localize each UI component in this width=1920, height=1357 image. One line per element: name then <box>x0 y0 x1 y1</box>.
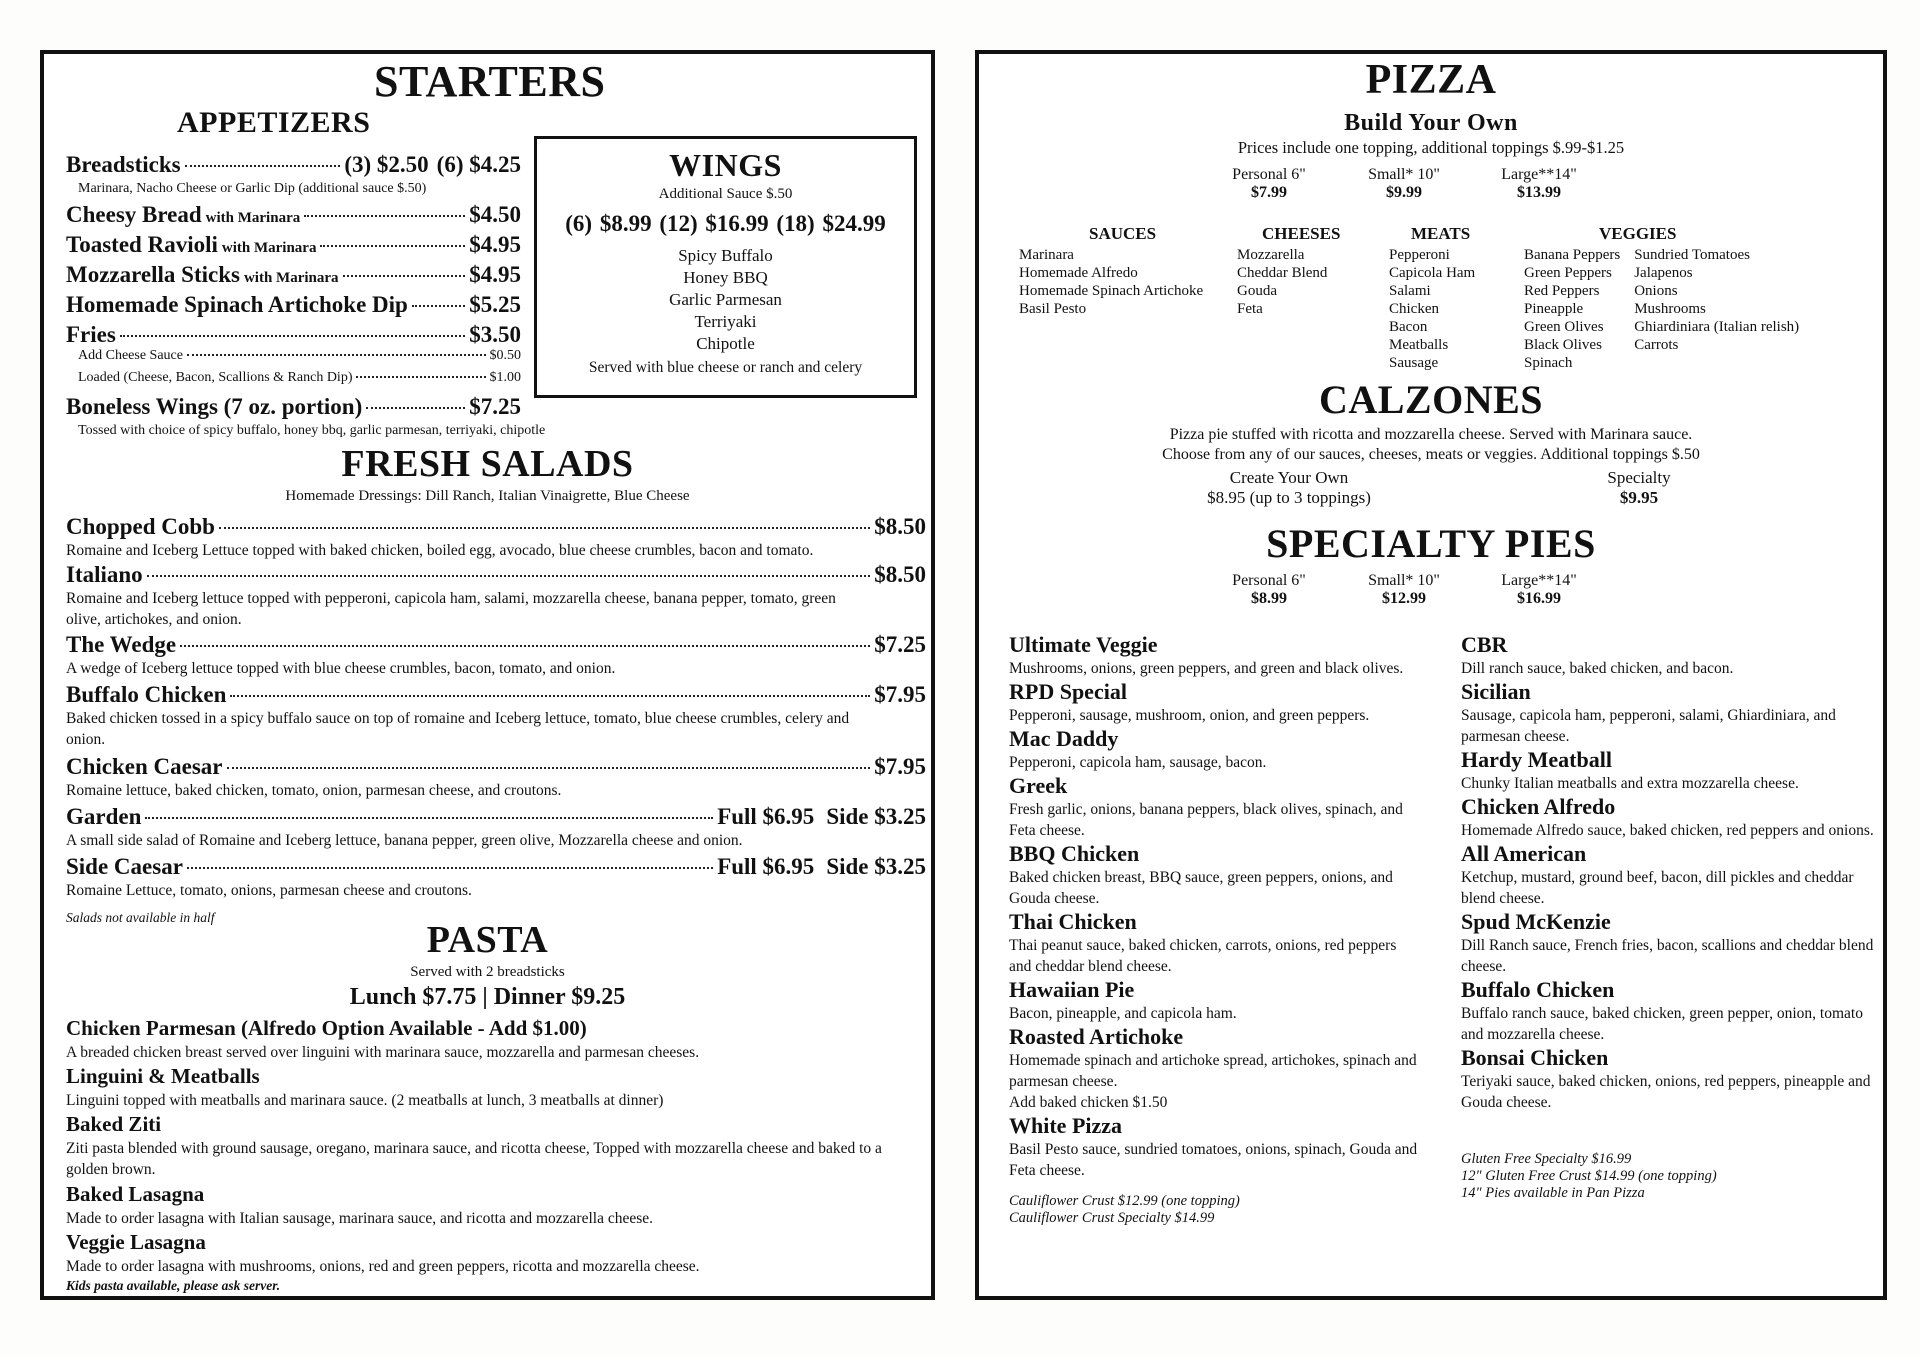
pie-desc: Chunky Italian meatballs and extra mozzarella cheese. <box>1461 775 1799 792</box>
pie-name: Ultimate Veggie <box>1009 632 1158 657</box>
pie-name: Spud McKenzie <box>1461 909 1611 934</box>
pie-name: White Pizza <box>1009 1113 1123 1138</box>
pie-desc: Fresh garlic, onions, banana peppers, black olives, spinach, and Feta cheese. <box>1009 801 1403 839</box>
menu-item: Loaded (Cheese, Bacon, Scallions & Ranch Dip) $1.00 <box>78 370 521 385</box>
size-personal: Personal 6" $7.99 <box>1232 166 1306 201</box>
pasta-prices: Lunch $7.75 | Dinner $9.25 <box>349 984 626 1010</box>
gluten-free-note: Gluten Free Specialty $16.99 <box>1461 1151 1632 1167</box>
menu-item: Garden Full $6.95 Side $3.25 <box>66 804 926 829</box>
menu-item: Add Cheese Sauce $0.50 <box>78 348 521 363</box>
wings-note: Additional Sauce $.50 <box>658 186 793 202</box>
pie-name: Hardy Meatball <box>1461 747 1612 772</box>
pie-name: Buffalo Chicken <box>1461 977 1615 1002</box>
menu-item: Baked Lasagna <box>66 1182 205 1206</box>
flavor: Terriyaki <box>694 312 757 331</box>
pie-desc: Basil Pesto sauce, sundried tomatoes, onions, spinach, Gouda and Feta cheese. <box>1009 1141 1418 1179</box>
flavor: Spicy Buffalo <box>678 246 773 265</box>
flavor: Garlic Parmesan <box>669 290 782 309</box>
menu-item: Mozzarella Sticks with Marinara $4.95 <box>66 262 521 287</box>
pie-name: All American <box>1461 841 1587 866</box>
menu-item: Italiano $8.50 <box>66 562 926 587</box>
meats-list: MEATS Pepperoni Capicola Ham Salami Chicken Bacon Meatballs Sausage <box>1389 224 1476 371</box>
sauces-list: SAUCES Marinara Homemade Alfredo Homemade Spinach Artichoke Basil Pesto <box>1019 224 1204 317</box>
item-description: Tossed with choice of spicy buffalo, honey bbq, garlic parmesan, terriyaki, chipotle <box>78 423 546 438</box>
pie-name: Chicken Alfredo <box>1461 794 1616 819</box>
pie-extra: Add baked chicken $1.50 <box>1009 1094 1168 1111</box>
pasta-note: Served with 2 breadsticks <box>410 964 565 980</box>
veggies-list: VEGGIES Banana Peppers Green Peppers Red Peppers Pineapple Green Olives Black Olives Spinach Sundried Tomatoes Jalapenos Onions Mushrooms Ghiardiniara (Italian relish) Carrots <box>1524 224 1800 371</box>
gluten-free-note: 12" Gluten Free Crust $14.99 (one topping) <box>1461 1168 1717 1184</box>
pie-desc: Pepperoni, sausage, mushroom, onion, and green peppers. <box>1009 707 1370 724</box>
pie-desc: Homemade spinach and artichoke spread, artichokes, spinach and parmesan cheese. <box>1009 1052 1417 1090</box>
salads-title: FRESH SALADS <box>341 443 634 485</box>
menu-item: Cheesy Bread with Marinara $4.50 <box>66 202 521 227</box>
calzone-specialty: Specialty $9.95 <box>1607 468 1671 507</box>
pie-desc: Bacon, pineapple, and capicola ham. <box>1009 1005 1237 1022</box>
pie-desc: Dill ranch sauce, baked chicken, and bacon. <box>1461 660 1734 677</box>
calzone-create-your-own: Create Your Own $8.95 (up to 3 toppings) <box>1207 468 1371 507</box>
right-menu-page <box>975 50 1887 1300</box>
appetizers-title: APPETIZERS <box>177 106 371 139</box>
wings-box <box>534 136 917 398</box>
specialty-pies-right <box>1461 632 1876 1202</box>
cheeses-list: CHEESES Mozzarella Cheddar Blend Gouda Feta <box>1237 224 1341 317</box>
menu-item: Baked Ziti <box>66 1112 162 1136</box>
size-small: Small* 10" $9.99 <box>1368 166 1440 201</box>
pie-name: RPD Special <box>1009 679 1127 704</box>
menu-item: Fries $3.50 <box>66 322 521 347</box>
pie-desc: Buffalo ranch sauce, baked chicken, green pepper, onion, tomato and mozzarella cheese. <box>1461 1005 1863 1043</box>
item-description: Baked chicken tossed in a spicy buffalo sauce on top of romaine and Iceberg lettuce, tomato, blue cheese crumbles, celery and onion. <box>66 710 850 748</box>
pie-desc: Pepperoni, capicola ham, sausage, bacon. <box>1009 754 1267 771</box>
pie-name: Greek <box>1009 773 1068 798</box>
pie-name: Sicilian <box>1461 679 1531 704</box>
item-description: Linguini topped with meatballs and marinara sauce. (2 meatballs at lunch, 3 meatballs at dinner) <box>66 1092 664 1109</box>
pie-desc: Baked chicken breast, BBQ sauce, green peppers, onions, and Gouda cheese. <box>1009 869 1393 907</box>
menu-item: Chicken Parmesan (Alfredo Option Available - Add $1.00) <box>66 1016 587 1040</box>
pizza-title: PIZZA <box>1365 57 1497 103</box>
item-description: Romaine and Iceberg lettuce topped with pepperoni, capicola ham, salami, mozzarella cheese, banana pepper, tomato, green olive, artichokes, and onion. <box>66 590 836 628</box>
item-description: Marinara, Nacho Cheese or Garlic Dip (additional sauce $.50) <box>78 181 427 196</box>
item-description: A breaded chicken breast served over linguini with marinara sauce, mozzarella and parmesan cheeses. <box>66 1044 700 1061</box>
byo-note: Prices include one topping, additional toppings $.99-$1.25 <box>1237 138 1625 157</box>
pie-name: CBR <box>1461 632 1508 657</box>
pie-desc: Sausage, capicola ham, pepperoni, salami, Ghiardiniara, and parmesan cheese. <box>1461 707 1836 745</box>
menu-item: Veggie Lasagna <box>66 1230 206 1254</box>
pie-name: BBQ Chicken <box>1009 841 1140 866</box>
cauliflower-note: Cauliflower Crust Specialty $14.99 <box>1009 1210 1215 1226</box>
wings-flavors <box>537 245 914 355</box>
pie-desc: Thai peanut sauce, baked chicken, carrots, onions, red peppers and cheddar blend cheese. <box>1009 937 1397 975</box>
pie-name: Bonsai Chicken <box>1461 1045 1609 1070</box>
menu-item: The Wedge $7.25 <box>66 632 926 657</box>
pie-desc: Teriyaki sauce, baked chicken, onions, red peppers, pineapple and Gouda cheese. <box>1461 1073 1871 1111</box>
size-large: Large**14" $16.99 <box>1501 572 1577 607</box>
pie-desc: Ketchup, mustard, ground beef, bacon, dill pickles and cheddar blend cheese. <box>1461 869 1854 907</box>
menu-item: Linguini & Meatballs <box>66 1064 260 1088</box>
pan-pizza-note: 14" Pies available in Pan Pizza <box>1461 1185 1645 1201</box>
item-description: Romaine and Iceberg Lettuce topped with baked chicken, boiled egg, avocado, blue cheese crumbles, bacon and tomato. <box>66 542 814 559</box>
calzones-desc: Choose from any of our sauces, cheeses, meats or veggies. Additional toppings $.50 <box>1162 446 1700 463</box>
specialty-pies-left <box>1009 632 1419 1227</box>
byo-title: Build Your Own <box>1344 110 1518 136</box>
flavor: Honey BBQ <box>683 268 768 287</box>
salads-note: Homemade Dressings: Dill Ranch, Italian Vinaigrette, Blue Cheese <box>285 488 690 504</box>
size-personal: Personal 6" $8.99 <box>1232 572 1306 607</box>
pie-name: Mac Daddy <box>1009 726 1119 751</box>
flavor: Chipotle <box>696 334 755 353</box>
size-small: Small* 10" $12.99 <box>1368 572 1440 607</box>
wings-footer: Served with blue cheese or ranch and celery <box>588 359 863 376</box>
pie-desc: Mushrooms, onions, green peppers, and green and black olives. <box>1009 660 1404 677</box>
wings-title: WINGS <box>669 147 782 183</box>
pie-name: Thai Chicken <box>1009 909 1137 934</box>
left-menu-page <box>40 50 935 1300</box>
size-large: Large**14" $13.99 <box>1501 166 1577 201</box>
item-description: A small side salad of Romaine and Iceberg lettuce, banana pepper, green olive, Mozzarella cheese and onion. <box>66 832 743 849</box>
item-description: A wedge of Iceberg lettuce topped with blue cheese crumbles, bacon, tomato, and onion. <box>66 660 616 677</box>
item-description: Made to order lasagna with Italian sausage, marinara sauce, and ricotta and mozzarella cheese. <box>66 1210 654 1227</box>
item-description: Romaine lettuce, baked chicken, tomato, onion, parmesan cheese, and croutons. <box>66 782 562 799</box>
specialty-title: SPECIALTY PIES <box>1266 521 1596 566</box>
menu-item: Toasted Ravioli with Marinara $4.95 <box>66 232 521 257</box>
cauliflower-note: Cauliflower Crust $12.99 (one topping) <box>1009 1193 1240 1209</box>
item-description: Romaine Lettuce, tomato, onions, parmesan cheese and croutons. <box>66 882 472 899</box>
menu-item: Side Caesar Full $6.95 Side $3.25 <box>66 854 926 879</box>
item-description: Ziti pasta blended with ground sausage, oregano, marinara sauce, and ricotta cheese, Topped with mozzarella cheese and baked to a golden brown. <box>66 1140 882 1178</box>
wings-prices: (6) $8.99 (12) $16.99 (18) $24.99 <box>565 211 886 236</box>
calzones-title: CALZONES <box>1318 377 1544 422</box>
starters-title: STARTERS <box>374 57 606 106</box>
menu-item: Buffalo Chicken $7.95 <box>66 682 926 707</box>
pie-desc: Homemade Alfredo sauce, baked chicken, red peppers and onions. <box>1461 822 1874 839</box>
menu-item: Chopped Cobb $8.50 <box>66 514 926 539</box>
pie-desc: Dill Ranch sauce, French fries, bacon, scallions and cheddar blend cheese. <box>1461 937 1874 975</box>
item-description: Made to order lasagna with mushrooms, onions, red and green peppers, ricotta and mozzarella cheese. <box>66 1258 700 1275</box>
menu-item: Chicken Caesar $7.95 <box>66 754 926 779</box>
pasta-title: PASTA <box>426 919 549 961</box>
menu-item: Breadsticks (3) $2.50 (6) $4.25 <box>66 152 521 177</box>
pie-name: Roasted Artichoke <box>1009 1024 1184 1049</box>
calzones-desc: Pizza pie stuffed with ricotta and mozzarella cheese. Served with Marinara sauce. <box>1169 426 1693 443</box>
pasta-footnote: Kids pasta available, please ask server. <box>66 1278 281 1293</box>
menu-item: Homemade Spinach Artichoke Dip $5.25 <box>66 292 521 317</box>
pie-name: Hawaiian Pie <box>1009 977 1135 1002</box>
menu-item: Boneless Wings (7 oz. portion) $7.25 <box>66 394 521 419</box>
salads-footnote: Salads not available in half <box>66 910 215 925</box>
